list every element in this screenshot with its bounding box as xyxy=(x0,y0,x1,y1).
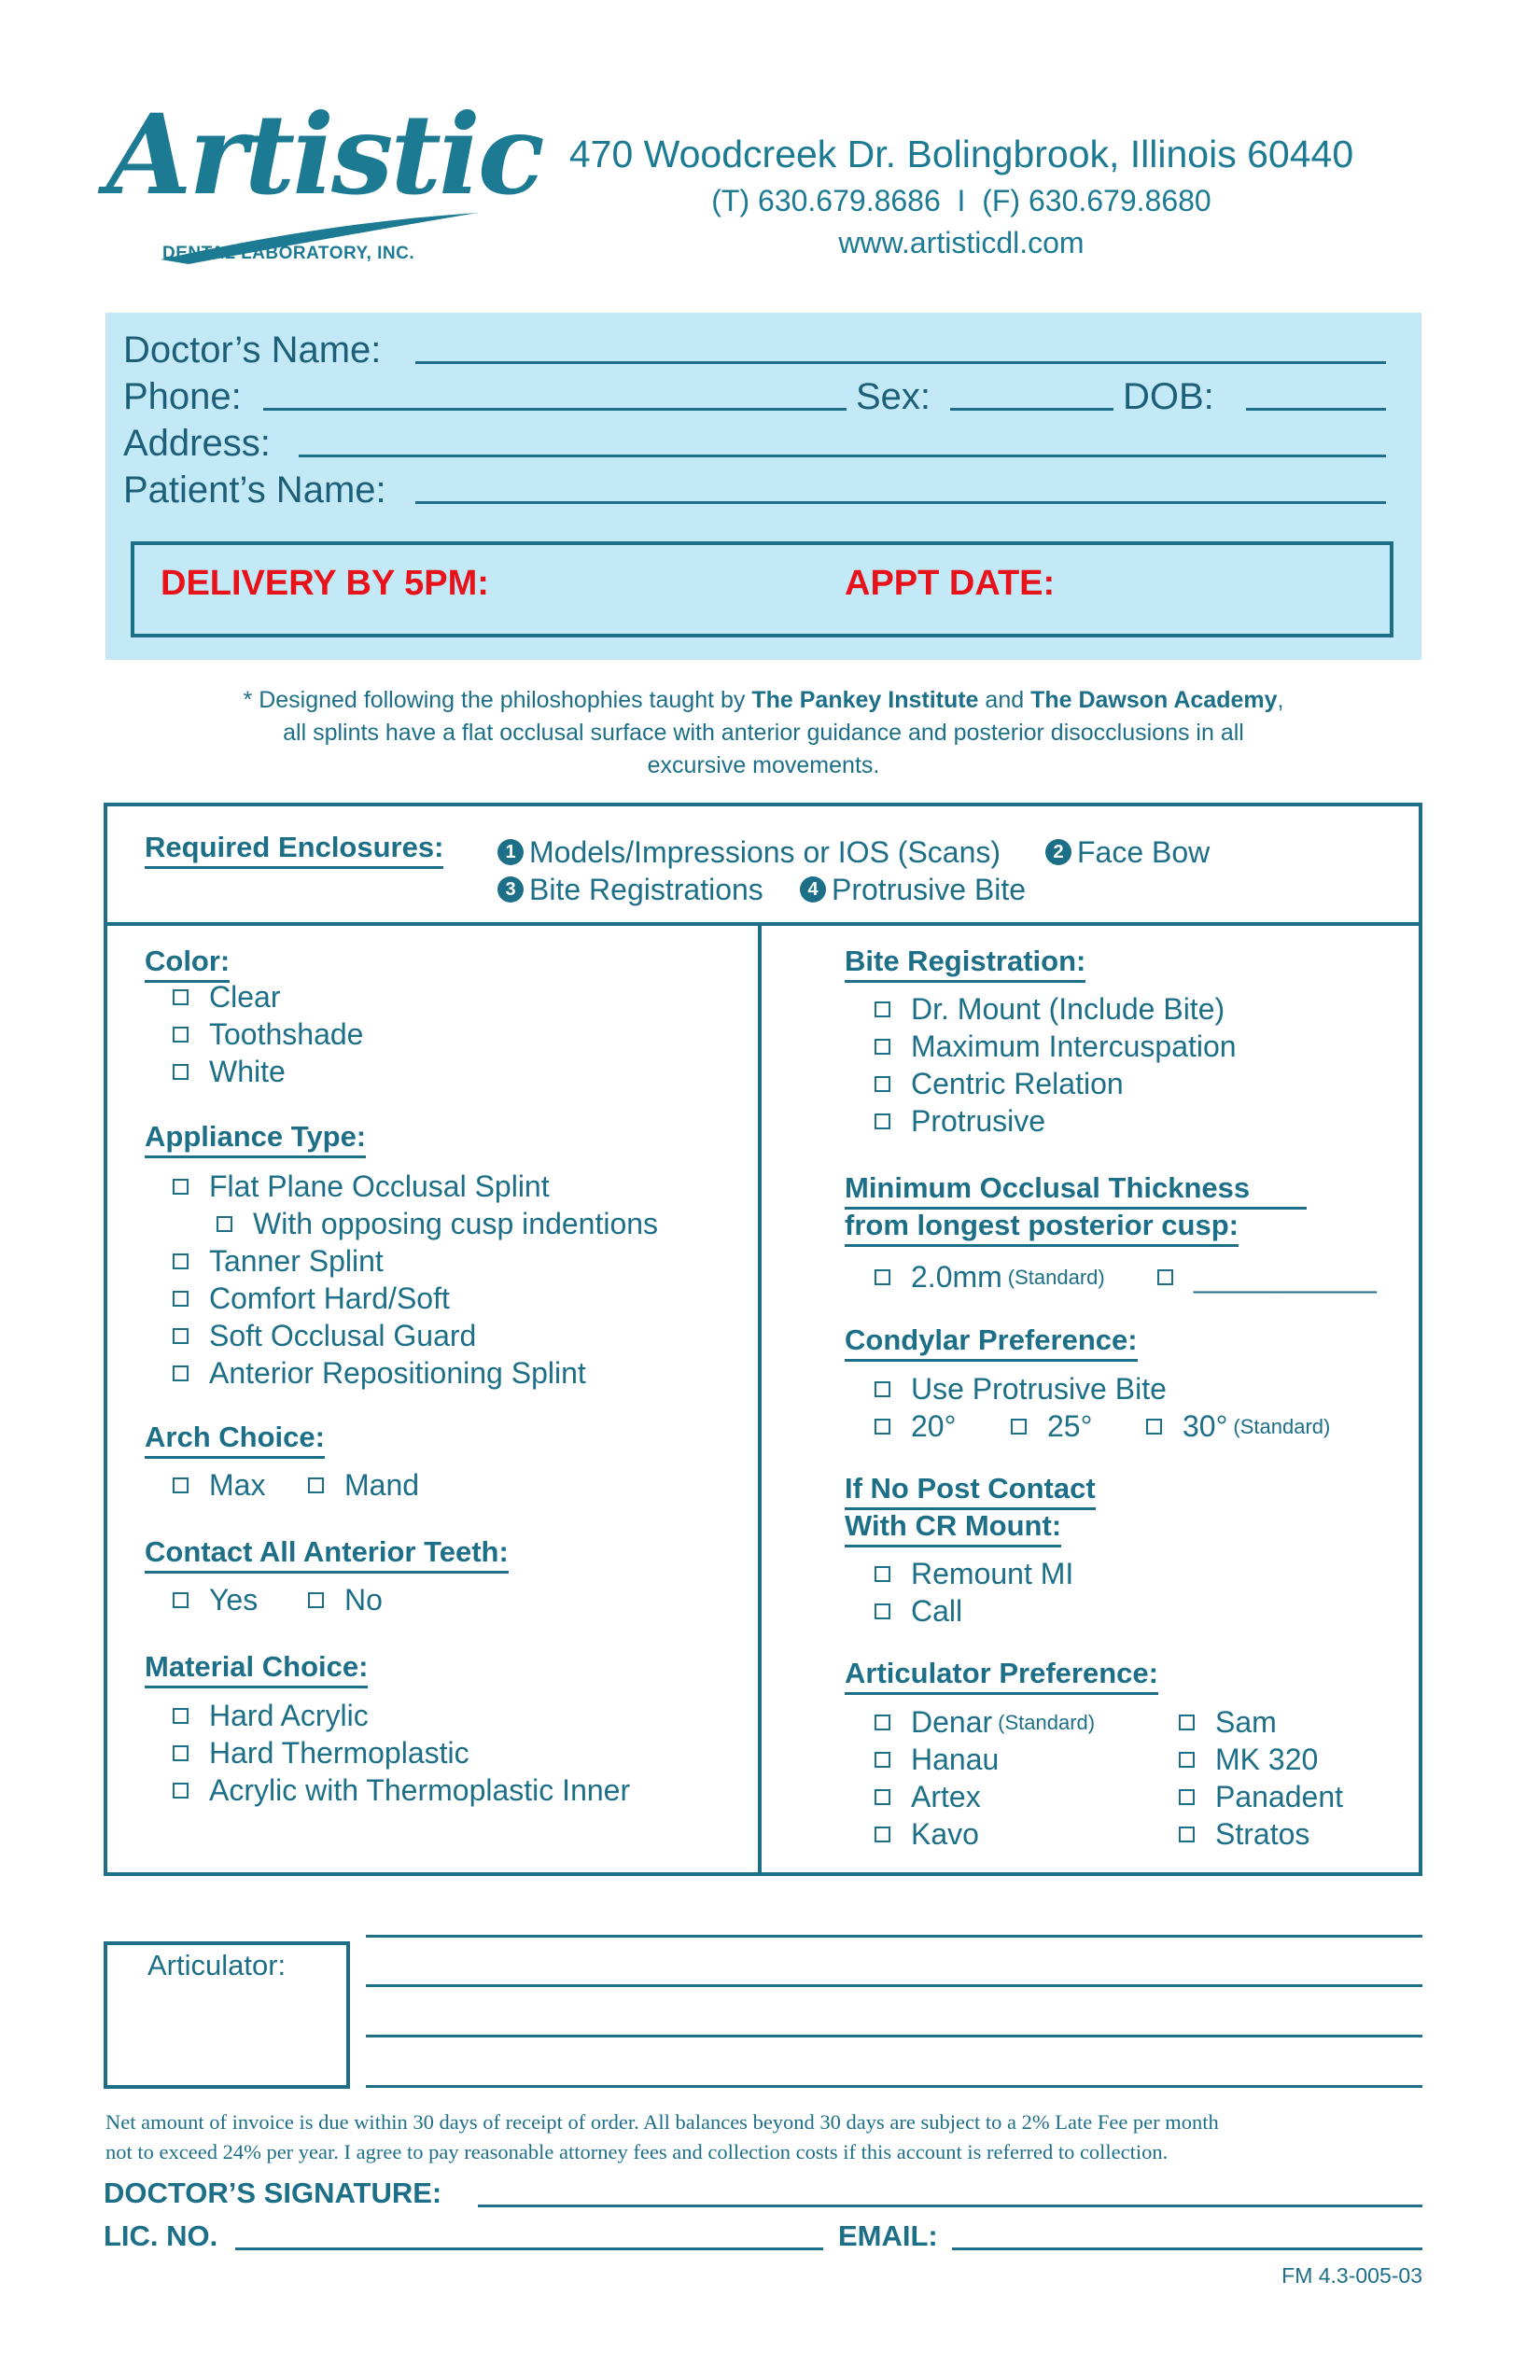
checkbox-icon[interactable] xyxy=(875,1381,890,1397)
condylar-protrusive[interactable] xyxy=(875,1372,1167,1407)
articulator-kavo[interactable] xyxy=(875,1817,979,1852)
option-label: Max xyxy=(209,1468,266,1502)
option-label: White xyxy=(209,1055,286,1088)
enclosures-divider xyxy=(104,922,1422,926)
option-label: Maximum Intercuspation xyxy=(911,1029,1237,1063)
logo-script-text: Artistic xyxy=(106,90,542,219)
option-label: Toothshade xyxy=(209,1017,364,1051)
enclosures-heading: Required Enclosures: xyxy=(145,831,443,869)
articulator-pref-heading: Articulator Preference: xyxy=(845,1657,1158,1695)
condylar-30[interactable] xyxy=(1146,1409,1330,1444)
checkbox-icon[interactable] xyxy=(875,1113,890,1129)
arch-option-mand[interactable] xyxy=(308,1468,419,1503)
thickness-2mm[interactable] xyxy=(875,1260,1105,1295)
no-post-call[interactable] xyxy=(875,1594,962,1629)
option-label: MK 320 xyxy=(1215,1743,1319,1776)
option-label: Stratos xyxy=(1215,1817,1310,1851)
appliance-anterior-repositioning[interactable] xyxy=(173,1356,586,1391)
option-label: No xyxy=(344,1583,383,1617)
option-label: Dr. Mount (Include Bite) xyxy=(911,992,1225,1026)
checkbox-icon[interactable] xyxy=(173,1253,189,1269)
sex-field[interactable] xyxy=(950,408,1113,411)
material-acrylic-thermo-inner[interactable] xyxy=(173,1773,630,1808)
checkbox-icon[interactable] xyxy=(875,1752,890,1768)
enclosure-text-4: Protrusive Bite xyxy=(832,873,1027,906)
note-line2: all splints have a flat occlusal surface with anterior guidance and posterior disocclusions in all xyxy=(283,720,1244,746)
address-label: Address: xyxy=(123,423,271,464)
checkbox-icon[interactable] xyxy=(875,1039,890,1055)
note-suffix: , xyxy=(1277,687,1284,713)
articulator-stratos[interactable] xyxy=(1179,1817,1309,1852)
payment-terms xyxy=(105,2107,1431,2167)
checkbox-icon[interactable] xyxy=(173,1365,189,1381)
color-heading: Color: xyxy=(145,945,230,983)
option-label: Use Protrusive Bite xyxy=(911,1372,1167,1406)
checkbox-icon[interactable] xyxy=(173,1027,189,1043)
enclosure-item-1 xyxy=(497,835,1001,870)
checkbox-icon[interactable] xyxy=(875,1715,890,1730)
bite-protrusive[interactable] xyxy=(875,1104,1045,1139)
note-prefix: * Designed following the philoshophies taught by xyxy=(243,687,752,713)
thickness-other[interactable] xyxy=(1157,1260,1377,1295)
note-and: and xyxy=(978,687,1031,713)
thickness-other-field[interactable]: ___________ xyxy=(1194,1260,1377,1294)
logo xyxy=(105,73,542,269)
checkbox-icon[interactable] xyxy=(173,1179,189,1195)
option-label: Protrusive xyxy=(911,1104,1046,1138)
option-label: Hard Thermoplastic xyxy=(209,1736,469,1770)
option-label: 20° xyxy=(911,1409,957,1443)
thickness-heading-1: Minimum Occlusal Thickness xyxy=(845,1171,1307,1210)
option-label: Remount MI xyxy=(911,1557,1074,1590)
contact-anterior-heading: Contact All Anterior Teeth: xyxy=(145,1535,509,1574)
condylar-25[interactable] xyxy=(1011,1409,1092,1444)
appliance-comfort[interactable] xyxy=(173,1281,450,1316)
number-1-icon: 1 xyxy=(497,839,524,865)
material-hard-acrylic[interactable] xyxy=(173,1699,369,1733)
note-line3: excursive movements. xyxy=(647,752,880,778)
enclosure-text-3: Bite Registrations xyxy=(529,873,763,906)
checkbox-icon[interactable] xyxy=(173,1592,189,1608)
option-label: Panadent xyxy=(1215,1780,1344,1813)
contact-option-yes[interactable] xyxy=(173,1583,258,1617)
design-note xyxy=(105,684,1421,782)
notes-line-3[interactable] xyxy=(366,2035,1422,2037)
option-label: Artex xyxy=(911,1780,981,1813)
bite-registration-heading: Bite Registration: xyxy=(845,945,1085,983)
number-3-icon: 3 xyxy=(497,876,524,903)
articulator-panadent[interactable] xyxy=(1179,1780,1343,1814)
appliance-soft-guard[interactable] xyxy=(173,1319,476,1353)
standard-note: (Standard) xyxy=(1233,1414,1331,1438)
enclosure-item-4 xyxy=(800,873,1026,907)
articulator-sam[interactable] xyxy=(1179,1705,1277,1740)
bite-dr-mount[interactable] xyxy=(875,992,1225,1027)
checkbox-icon[interactable] xyxy=(173,1291,189,1307)
checkbox-icon[interactable] xyxy=(875,1566,890,1582)
material-choice-heading: Material Choice: xyxy=(145,1650,368,1688)
color-option-white[interactable] xyxy=(173,1055,286,1089)
option-label: Comfort Hard/Soft xyxy=(209,1281,450,1315)
address-field[interactable] xyxy=(299,455,1386,457)
arch-choice-heading: Arch Choice: xyxy=(145,1421,325,1459)
option-label: Hanau xyxy=(911,1743,1000,1776)
patient-name-label: Patient’s Name: xyxy=(123,469,386,511)
payment-terms-line-1: Net amount of invoice is due within 30 days of receipt of order. All balances beyond 30 days are subject to a 2% Late Fee per month xyxy=(105,2110,1219,2134)
condylar-20[interactable] xyxy=(875,1409,956,1444)
bite-max-intercuspation[interactable] xyxy=(875,1029,1237,1064)
checkbox-icon[interactable] xyxy=(875,1076,890,1092)
checkbox-icon[interactable] xyxy=(217,1216,232,1232)
email-label: EMAIL: xyxy=(838,2219,938,2252)
dob-field[interactable] xyxy=(1246,408,1386,411)
checkbox-icon[interactable] xyxy=(875,1001,890,1017)
checkbox-icon[interactable] xyxy=(1179,1789,1195,1805)
option-label: Clear xyxy=(209,980,281,1014)
material-hard-thermoplastic[interactable] xyxy=(173,1736,469,1771)
enclosure-text-2: Face Bow xyxy=(1077,835,1211,869)
phone-label: Phone: xyxy=(123,376,242,417)
appliance-tanner[interactable] xyxy=(173,1244,384,1279)
delivery-label[interactable]: DELIVERY BY 5PM: xyxy=(161,564,489,603)
option-label: Denar xyxy=(911,1705,993,1739)
doctor-name-field[interactable] xyxy=(415,361,1386,364)
appliance-flat-plane[interactable] xyxy=(173,1169,550,1204)
no-post-contact-heading-1: If No Post Contact xyxy=(845,1472,1096,1510)
option-label: Kavo xyxy=(911,1817,979,1851)
checkbox-icon[interactable] xyxy=(173,1783,189,1799)
lic-no-field[interactable] xyxy=(235,2247,823,2250)
checkbox-icon[interactable] xyxy=(1179,1827,1195,1842)
checkbox-icon[interactable] xyxy=(173,1745,189,1761)
checkbox-icon[interactable] xyxy=(875,1269,890,1285)
option-label: With opposing cusp indentions xyxy=(253,1207,659,1240)
appt-date-label[interactable]: APPT DATE: xyxy=(845,564,1056,603)
articulator-hanau[interactable] xyxy=(875,1743,999,1777)
form-number: FM 4.3-005-03 xyxy=(1281,2263,1422,2288)
dob-label: DOB: xyxy=(1123,376,1214,417)
logo-subtitle: DENTAL LABORATORY, INC. xyxy=(162,244,415,263)
checkbox-icon[interactable] xyxy=(308,1592,324,1608)
standard-note: (Standard) xyxy=(998,1710,1096,1734)
bite-centric-relation[interactable] xyxy=(875,1067,1124,1101)
articulator-mk320[interactable] xyxy=(1179,1743,1318,1777)
option-label: Call xyxy=(911,1594,963,1628)
notes-line-1[interactable] xyxy=(366,1935,1422,1938)
lab-address: 470 Woodcreek Dr. Bolingbrook, Illinois 60440 xyxy=(568,133,1354,175)
phone-field[interactable] xyxy=(263,408,847,411)
checkbox-icon[interactable] xyxy=(1146,1419,1162,1435)
enclosure-text-1: Models/Impressions or IOS (Scans) xyxy=(529,835,1001,869)
option-label: 25° xyxy=(1047,1409,1093,1443)
checkbox-icon[interactable] xyxy=(173,1477,189,1493)
option-label: Sam xyxy=(1215,1705,1277,1739)
enclosure-item-2 xyxy=(1045,835,1210,870)
checkbox-icon[interactable] xyxy=(875,1827,890,1842)
checkbox-icon[interactable] xyxy=(173,989,189,1005)
articulator-artex[interactable] xyxy=(875,1780,981,1814)
option-label: Hard Acrylic xyxy=(209,1699,369,1732)
option-label: Centric Relation xyxy=(911,1067,1124,1100)
checkbox-icon[interactable] xyxy=(1157,1269,1173,1285)
number-2-icon: 2 xyxy=(1045,839,1071,865)
articulator-box-label: Articulator: xyxy=(147,1949,287,1981)
option-label: Mand xyxy=(344,1468,420,1502)
option-label: Flat Plane Occlusal Splint xyxy=(209,1169,550,1203)
checkbox-icon[interactable] xyxy=(308,1477,324,1493)
color-option-toothshade[interactable] xyxy=(173,1017,363,1052)
checkbox-icon[interactable] xyxy=(173,1708,189,1724)
checkbox-icon[interactable] xyxy=(1179,1752,1195,1768)
doctor-signature-field[interactable] xyxy=(478,2205,1422,2207)
contact-option-no[interactable] xyxy=(308,1583,383,1617)
patient-name-field[interactable] xyxy=(415,501,1386,504)
option-label: 30° xyxy=(1183,1409,1228,1443)
checkbox-icon[interactable] xyxy=(173,1064,189,1080)
lab-website[interactable]: www.artisticdl.com xyxy=(838,226,1085,259)
checkbox-icon[interactable] xyxy=(875,1789,890,1805)
no-post-contact-heading-2: With CR Mount: xyxy=(845,1509,1061,1547)
checkbox-icon[interactable] xyxy=(173,1328,189,1344)
option-label: Tanner Splint xyxy=(209,1244,384,1278)
checkbox-icon[interactable] xyxy=(1011,1419,1027,1435)
number-4-icon: 4 xyxy=(800,876,826,903)
appliance-type-heading: Appliance Type: xyxy=(145,1120,366,1158)
condylar-heading: Condylar Preference: xyxy=(845,1323,1138,1362)
checkbox-icon[interactable] xyxy=(1179,1715,1195,1730)
notes-line-2[interactable] xyxy=(366,1984,1422,1987)
email-field[interactable] xyxy=(952,2247,1422,2250)
note-pankey: The Pankey Institute xyxy=(751,687,979,713)
note-dawson: The Dawson Academy xyxy=(1030,687,1278,713)
column-divider xyxy=(758,924,762,1876)
notes-line-4[interactable] xyxy=(366,2085,1422,2088)
articulator-denar[interactable] xyxy=(875,1705,1095,1740)
doctor-signature-label: DOCTOR’S SIGNATURE: xyxy=(104,2177,442,2209)
lab-phone-fax: (T) 630.679.8686 I (F) 630.679.8680 xyxy=(711,184,1211,217)
standard-note: (Standard) xyxy=(1007,1265,1105,1289)
option-label: Anterior Repositioning Splint xyxy=(209,1356,586,1390)
thickness-heading-2: from longest posterior cusp: xyxy=(845,1209,1239,1247)
option-label: Soft Occlusal Guard xyxy=(209,1319,477,1352)
checkbox-icon[interactable] xyxy=(875,1419,890,1435)
color-option-clear[interactable] xyxy=(173,980,280,1015)
sex-label: Sex: xyxy=(856,376,931,417)
arch-option-max[interactable] xyxy=(173,1468,265,1503)
option-label: Acrylic with Thermoplastic Inner xyxy=(209,1773,631,1807)
payment-terms-line-2: not to exceed 24% per year. I agree to pay reasonable attorney fees and collection costs if this account is referred to collection. xyxy=(105,2140,1169,2163)
appliance-opposing-cusp[interactable] xyxy=(217,1207,658,1241)
lic-no-label: LIC. NO. xyxy=(104,2219,218,2252)
checkbox-icon[interactable] xyxy=(875,1603,890,1619)
enclosure-item-3 xyxy=(497,873,763,907)
no-post-remount-mi[interactable] xyxy=(875,1557,1073,1591)
option-label: Yes xyxy=(209,1583,259,1617)
option-label: 2.0mm xyxy=(911,1260,1002,1294)
doctor-name-label: Doctor’s Name: xyxy=(123,329,382,371)
